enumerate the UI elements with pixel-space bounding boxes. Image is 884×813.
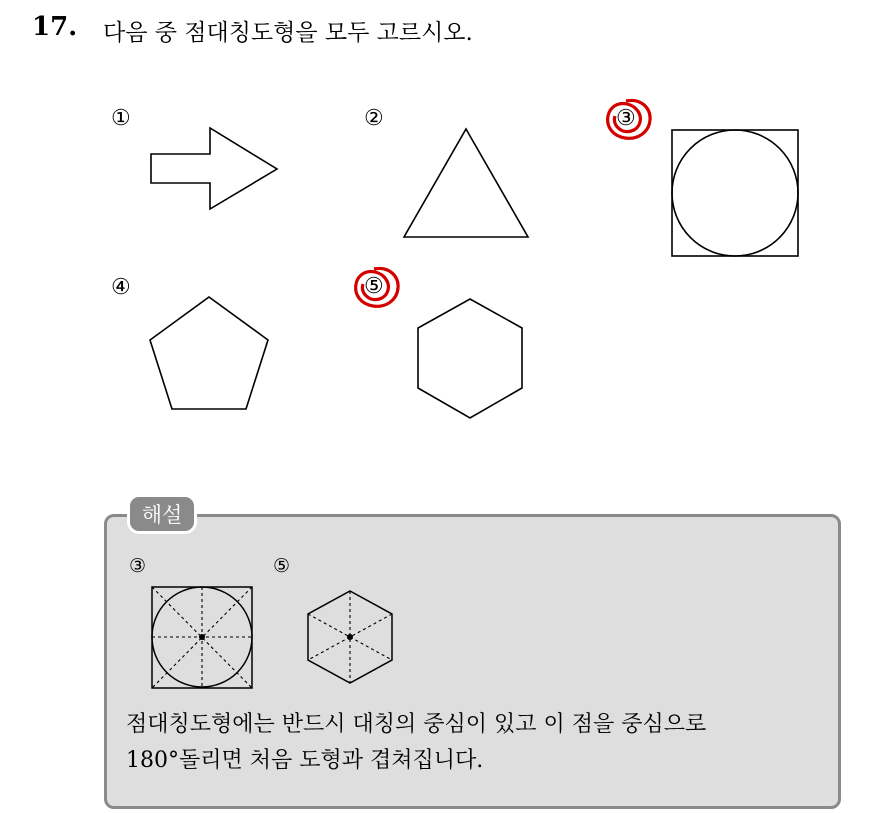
choice-1-label: ① bbox=[111, 106, 131, 131]
question-text: 다음 중 점대칭도형을 모두 고르시오. bbox=[103, 20, 473, 46]
choice-2-label: ② bbox=[364, 106, 384, 131]
explanation-tag: 해설 bbox=[127, 494, 197, 534]
choice-5-label: ⑤ bbox=[364, 274, 384, 299]
explanation-line-2: 180°돌리면 처음 도형과 겹쳐집니다. bbox=[126, 748, 484, 773]
explanation-line-1: 점대칭도형에는 반드시 대칭의 중심이 있고 이 점을 중심으로 bbox=[126, 712, 707, 737]
choice-3-label: ③ bbox=[616, 106, 636, 131]
explanation-figure-1-label: ③ bbox=[129, 555, 147, 577]
explanation-figure-2-label: ⑤ bbox=[273, 555, 291, 577]
choice-4-label: ④ bbox=[111, 275, 131, 300]
question-number: 17. bbox=[32, 12, 78, 42]
